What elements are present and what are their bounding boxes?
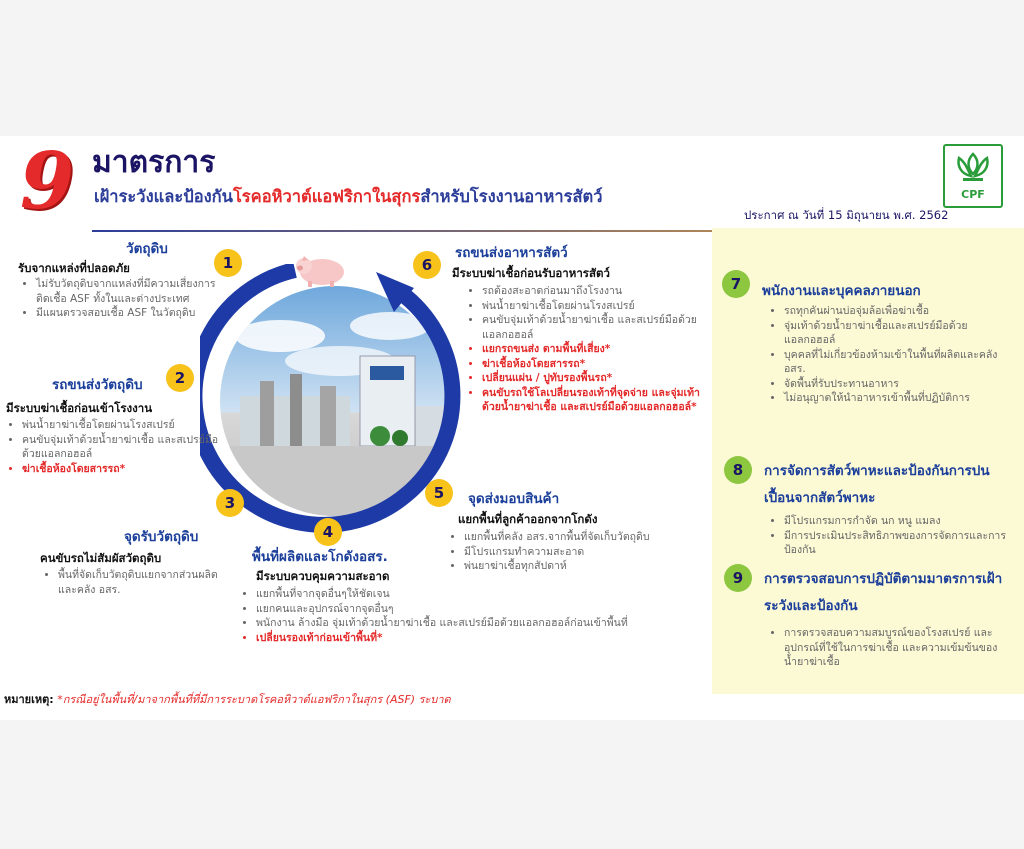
announcement-date: ประกาศ ณ วันที่ 15 มิถุนายน พ.ศ. 2562 [744,208,949,222]
list-item: • พนักงาน ล้างมือ จุ่มเท้าด้วยน้ำยาฆ่าเชื้อ และสเปรย์มือด้วยแอลกอฮอล์ก่อนเข้าพื้นที่ [256,616,686,631]
measure-4-badge: 4 [314,518,342,546]
list-item: • ฆ่าเชื้อห้องโดยสารรถ* [482,357,716,372]
list-item: • พ่นน้ำยาฆ่าเชื้อโดยผ่านโรงสเปรย์ [482,299,716,314]
measure-2-title: รถขนส่งวัตถุดิบ [52,377,143,393]
measure-2-badge: 2 [166,364,194,392]
measure-9-badge: 9 [724,564,752,592]
pig-icon [292,248,352,288]
measure-9-title: การตรวจสอบการปฏิบัติตามมาตรการเฝ้าระวังและป้องกัน [764,571,1003,614]
list-item: • มีโปรแกรมทำความสะอาด [464,545,714,560]
list-item: • มีโปรแกรมการกำจัด นก หนู แมลง [784,514,1008,529]
list-item: • การตรวจสอบความสมบูรณ์ของโรงสเปรย์ และอุปกรณ์ที่ใช้ในการฆ่าเชื้อ และความเข้มข้นของน้ำยาฆ่าเชื้อ [784,626,1016,670]
list-item: • คนขับจุ่มเท้าด้วยน้ำยาฆ่าเชื้อ และสเปรย์มือด้วยแอลกอฮอล์ [22,433,224,462]
measure-4-subtitle: มีระบบควบคุมความสะอาด [256,569,390,583]
list-item: • เปลี่ยนแผ่น / ปูทับรองพื้นรถ* [482,371,716,386]
big-number-nine: 9 [20,136,75,227]
measure-7-list [772,304,1008,406]
list-item: • จัดพื้นที่รับประทานอาหาร [784,377,1008,392]
infographic-poster [0,136,1024,720]
list-item: • ไม่รับวัตถุดิบจากแหล่งที่มีความเสี่ยงการติดเชื้อ ASF ทั้งในและต่างประเทศ [36,277,226,306]
logo-text: CPF [961,188,985,201]
measure-3-badge: 3 [216,489,244,517]
subtitle-part2: สำหรับโรงงานอาหารสัตว์ [420,187,603,206]
list-item: • พ่นยาฆ่าเชื้อทุกสัปดาห์ [464,559,714,574]
measure-1-title: วัตถุดิบ [126,241,168,257]
subtitle-disease: โรคอหิวาต์แอฟริกาในสุกร [232,187,421,206]
measure-7-badge: 7 [722,270,750,298]
list-item: • มีแผนตรวจสอบเชื้อ ASF ในวัตถุดิบ [36,306,226,321]
measure-5-title: จุดส่งมอบสินค้า [468,491,560,507]
measure-9-list [772,626,1016,670]
measure-4-title: พื้นที่ผลิตและโกดังอสร. [252,549,388,565]
footnote-text: *กรณีอยู่ในพื้นที่/มาจากพื้นที่ที่มีการระบาดโรคอหิวาต์แอฟริกาในสุกร (ASF) ระบาด [57,693,451,706]
list-item: • พ่นน้ำยาฆ่าเชื้อโดยผ่านโรงสเปรย์ [22,418,224,433]
page-subtitle [94,186,603,208]
measure-3-list [46,568,228,597]
list-item: • รถทุกคันผ่านบ่อจุ่มล้อเพื่อฆ่าเชื้อ [784,304,1008,319]
list-item: • คนขับจุ่มเท้าด้วยน้ำยาฆ่าเชื้อ และสเปรย์มือด้วยแอลกอฮอล์ [482,313,716,342]
subtitle-part1: เฝ้าระวังและป้องกัน [94,187,233,206]
list-item: • ฆ่าเชื้อห้องโดยสารรถ* [22,462,224,477]
list-item: • จุ่มเท้าด้วยน้ำยาฆ่าเชื้อและสเปรย์มือด้วยแอลกอฮอล์ [784,319,1008,348]
measure-1-subtitle: รับจากแหล่งที่ปลอดภัย [18,261,130,275]
list-item: • เปลี่ยนรองเท้าก่อนเข้าพื้นที่* [256,631,686,646]
cpf-logo [943,144,1003,208]
list-item: • คนขับรถใช้โลเปลี่ยนรองเท้าที่จุดจ่าย และจุ่มเท้าด้วยน้ำยาฆ่าเชื้อ และสเปรย์มือด้วยแอลกอฮอล์* [482,386,716,415]
measure-8-title: การจัดการสัตว์พาหะและป้องกันการปนเปื้อนจากสัตว์พาหะ [764,463,990,506]
measure-8-badge: 8 [724,456,752,484]
list-item: • แยกพื้นที่คลัง อสร.จากพื้นที่จัดเก็บวัตถุดิบ [464,530,714,545]
list-item: • รถต้องสะอาดก่อนมาถึงโรงงาน [482,284,716,299]
footnote [4,690,451,708]
list-item: • แยกรถขนส่ง ตามพื้นที่เสี่ยง* [482,342,716,357]
measure-2-subtitle: มีระบบฆ่าเชื้อก่อนเข้าโรงงาน [6,401,153,415]
measure-3-title: จุดรับวัตถุดิบ [124,529,199,545]
measure-1-badge: 1 [214,249,242,277]
measure-1-list [24,277,226,321]
list-item: • มีการประเมินประสิทธิภาพของการจัดการและการป้องกัน [784,529,1008,558]
measure-3-subtitle: คนขับรถไม่สัมผัสวัตถุดิบ [40,551,162,565]
list-item: • พื้นที่จัดเก็บวัตถุดิบแยกจากส่วนผลิตและคลัง อสร. [58,568,228,597]
measure-4-list [244,587,686,645]
measure-6-list [470,284,716,415]
list-item: • บุคคลที่ไม่เกี่ยวข้องห้ามเข้าในพื้นที่ผลิตและคลัง อสร. [784,348,1008,377]
page-title: มาตรการ [92,145,216,180]
list-item: • แยกพื้นที่จากจุดอื่นๆให้ชัดเจน [256,587,686,602]
measure-6-badge: 6 [413,251,441,279]
measure-5-list [452,530,714,574]
measure-7-title: พนักงานและบุคคลภายนอก [762,283,921,299]
measure-6-title: รถขนส่งอาหารสัตว์ [455,245,568,261]
measure-6-subtitle: มีระบบฆ่าเชื้อก่อนรับอาหารสัตว์ [452,266,610,280]
list-item: • แยกคนและอุปกรณ์จากจุดอื่นๆ [256,602,686,617]
measure-5-subtitle: แยกพื้นที่ลูกค้าออกจากโกดัง [458,512,598,526]
footnote-label: หมายเหตุ: [4,693,54,706]
measure-5-badge: 5 [425,479,453,507]
wheat-logo-icon [953,150,993,188]
measure-2-list [10,418,224,476]
list-item: • ไม่อนุญาตให้นำอาหารเข้าพื้นที่ปฏิบัติการ [784,391,1008,406]
measure-8-list [772,514,1008,558]
